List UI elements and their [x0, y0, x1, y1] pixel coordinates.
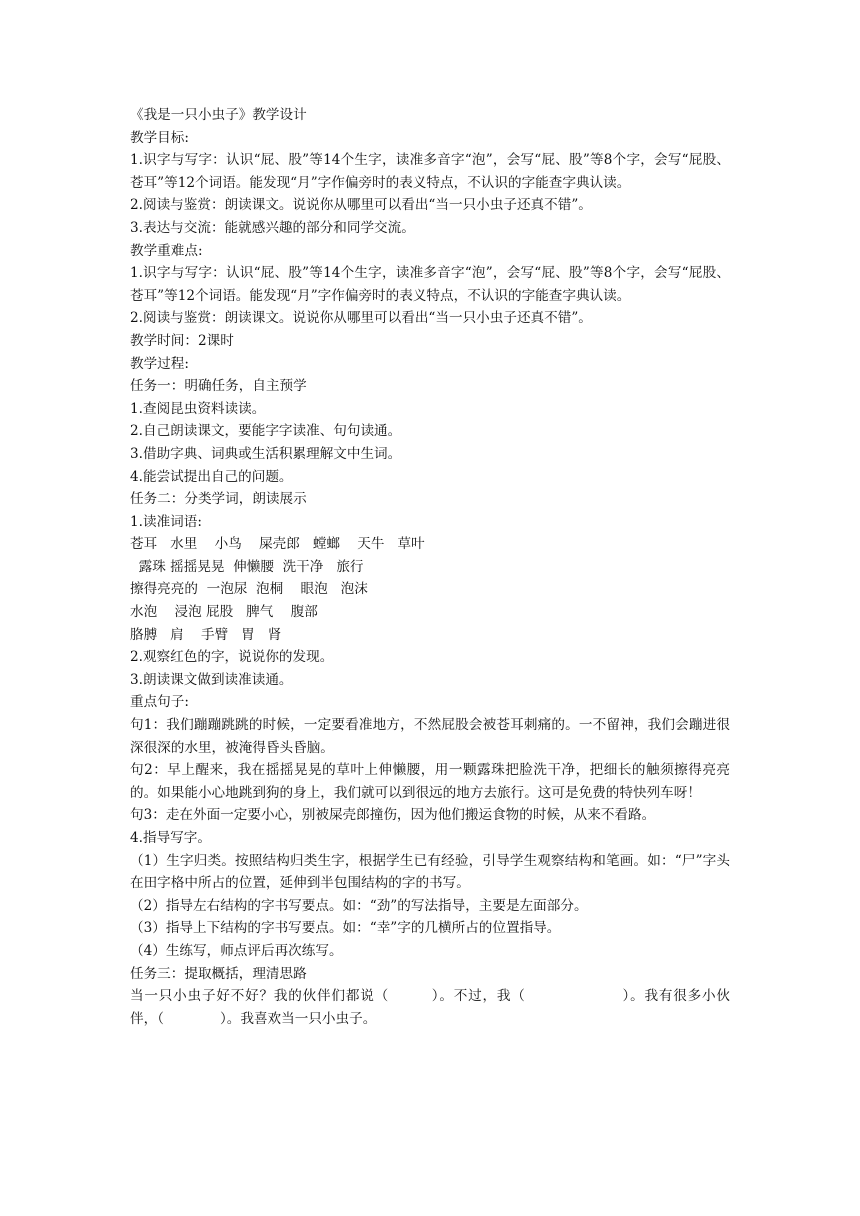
- task1-item: 2.自己朗读课文，要能字字读准、句句读通。: [130, 423, 402, 440]
- fill-in-paragraph: [130, 985, 730, 1030]
- document-title: 《我是一只小虫子》教学设计: [130, 107, 307, 123]
- goal-item: 2.阅读与鉴赏：朗读课文。说说你从哪里可以看出“当一只小虫子还真不错”。: [130, 197, 592, 214]
- fill-text: ）。不过，我（: [430, 988, 526, 1005]
- key-sentence: 句2：早上醒来，我在摇摇晃晃的草叶上伸懒腰，用一颗露珠把脸洗干净，把细长的触须擦得亮亮的。如果能小心地跳到狗的身上，我们就可以到很远的地方去旅行。这可是免费的特快列车呀！: [130, 762, 730, 801]
- document-body: [130, 104, 730, 1030]
- key-point-item: 1.识字与写字：认识“屁、股”等14个生字，读准多音字“泡”，会写“屁、股”等8个字，会写“屁股、苍耳”等12个词语。能发现“月”字作偏旁时的表义特点，不认识的字能查字典认读。: [130, 265, 730, 304]
- word-row: 擦得亮亮的 一泡尿 泡桐 眼泡 泡沫: [130, 581, 368, 598]
- teaching-time: 教学时间：2课时: [130, 332, 234, 349]
- task1-item: 4.能尝试提出自己的问题。: [130, 468, 293, 485]
- guide-item: （3）指导上下结构的字书写要点。如：“幸”字的几横所占的位置指导。: [130, 920, 561, 937]
- key-sentence: 句1：我们蹦蹦跳跳的时候，一定要看准地方，不然屁股会被苍耳刺痛的。一不留神，我们会蹦进很深很深的水里，被淹得昏头昏脑。: [130, 717, 730, 756]
- word-row: 苍耳 水里 小鸟 屎壳郎 螳螂 天牛 草叶: [130, 536, 425, 553]
- goal-item: 3.表达与交流：能就感兴趣的部分和同学交流。: [130, 219, 415, 236]
- fill-text: ）。我有很多小伙伴，（: [130, 988, 731, 1027]
- task1-item: 1.查阅昆虫资料读读。: [130, 400, 266, 417]
- sentences-heading: 重点句子:: [130, 694, 189, 711]
- key-point-item: 2.阅读与鉴赏：朗读课文。说说你从哪里可以看出“当一只小虫子还真不错”。: [130, 310, 592, 327]
- goals-heading: 教学目标:: [130, 129, 189, 146]
- task1-item: 3.借助字典、词典或生活积累理解文中生词。: [130, 445, 402, 462]
- fill-text: 当一只小虫子好不好？我的伙伴们都说（: [130, 988, 389, 1005]
- task2-item: 2.观察红色的字，说说你的发现。: [130, 649, 334, 666]
- read-words-label: 1.读准词语:: [130, 513, 202, 530]
- task1-heading: 任务一：明确任务，自主预学: [130, 378, 307, 395]
- goal-item: 1.识字与写字：认识“屁、股”等14个生字，读准多音字“泡”，会写“屁、股”等8个字，会写“屁股、苍耳”等12个词语。能发现“月”字作偏旁时的表义特点，不认识的字能查字典认读。: [130, 152, 730, 191]
- task3-heading: 任务三：提取概括，理清思路: [130, 965, 307, 982]
- word-row: 水泡 浸泡 屁股 脾气 腹部: [130, 604, 318, 621]
- fill-text: ）。我喜欢当一只小虫子。: [219, 1010, 377, 1027]
- guide-item: （2）指导左右结构的字书写要点。如：“劲”的写法指导，主要是左面部分。: [130, 897, 588, 914]
- guide-item: （4）生练写，师点评后再次练写。: [130, 942, 343, 959]
- key-sentence: 句3：走在外面一定要小心，别被屎壳郎撞伤，因为他们搬运食物的时候，从来不看路。: [130, 807, 656, 824]
- guide-item: （1）生字归类。按照结构归类生字，根据学生已有经验，引导学生观察结构和笔画。如：“尸”字头在田字格中所占的位置，延伸到半包围结构的字的书写。: [130, 852, 730, 892]
- task2-item: 3.朗读课文做到读准读通。: [130, 671, 293, 688]
- word-row: 胳膊 肩 手臂 胃 肾: [130, 626, 282, 643]
- process-heading: 教学过程:: [130, 355, 189, 372]
- key-points-heading: 教学重难点:: [130, 242, 203, 259]
- task2-heading: 任务二：分类学词，朗读展示: [130, 491, 307, 508]
- word-row: 露珠 摇摇晃晃 伸懒腰 洗干净 旅行: [130, 558, 364, 575]
- guide-heading: 4.指导写字。: [130, 830, 211, 846]
